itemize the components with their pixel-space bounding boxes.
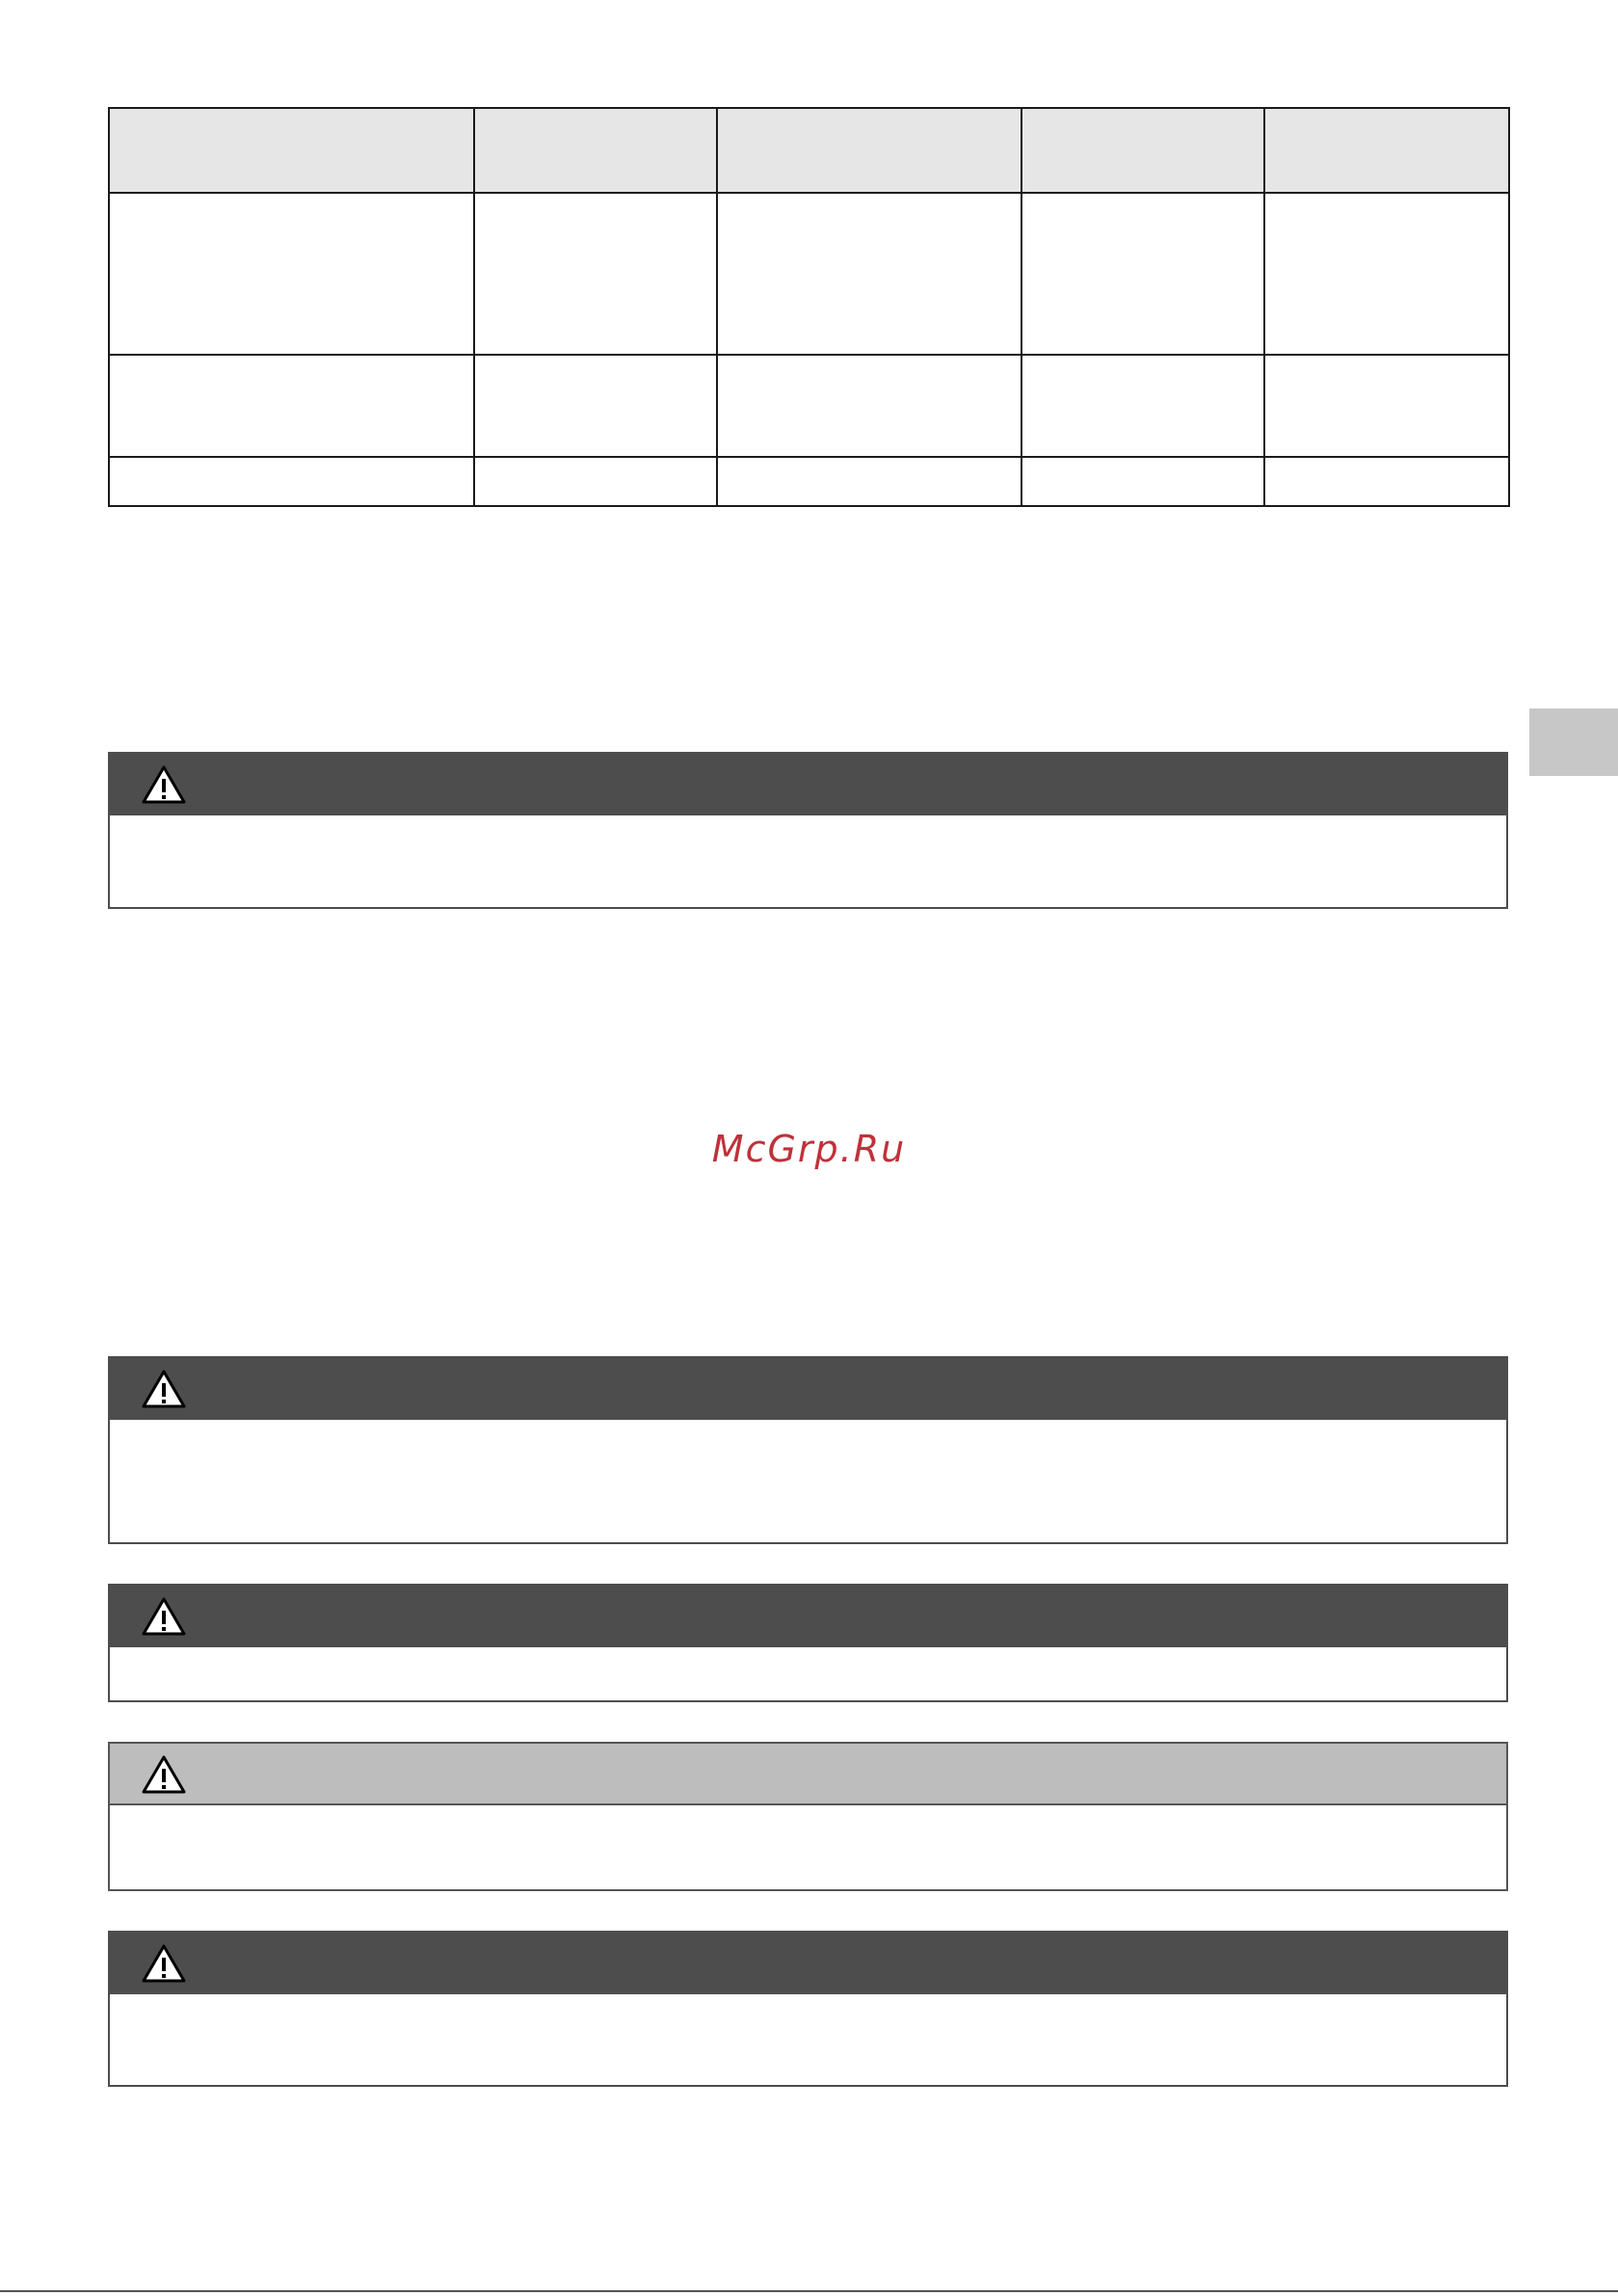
caution-notice (108, 1742, 1508, 1891)
warning-notice-header (110, 754, 1506, 815)
caution-notice-header (110, 1744, 1506, 1805)
table-cell (1264, 355, 1509, 457)
section-tab-marker (1529, 708, 1618, 776)
watermark-text: McGrp.Ru (711, 1128, 907, 1170)
footer-divider (0, 2290, 1618, 2292)
table-header-cell (474, 108, 717, 193)
warning-notice (108, 1356, 1508, 1544)
warning-notice-header (110, 1933, 1506, 1994)
spec-table (108, 107, 1510, 507)
warning-triangle-icon (141, 764, 187, 805)
table-cell (1264, 193, 1509, 355)
table-cell (109, 355, 474, 457)
table-header-cell (717, 108, 1021, 193)
table-row (109, 355, 1509, 457)
table-cell (717, 355, 1021, 457)
table-cell (474, 457, 717, 506)
table-header-row (109, 108, 1509, 193)
table-header-cell (1021, 108, 1264, 193)
warning-notice (108, 1931, 1508, 2087)
table-cell (1021, 355, 1264, 457)
table-cell (1021, 193, 1264, 355)
warning-triangle-icon (141, 1596, 187, 1637)
warning-triangle-icon (141, 1943, 187, 1984)
table-cell (109, 457, 474, 506)
table-row (109, 457, 1509, 506)
warning-notice (108, 752, 1508, 909)
table-cell (717, 193, 1021, 355)
table-cell (474, 193, 717, 355)
table-cell (717, 457, 1021, 506)
warning-triangle-icon (141, 1369, 187, 1409)
table-cell (1264, 457, 1509, 506)
table-cell (474, 355, 717, 457)
warning-triangle-icon (141, 1754, 187, 1795)
table-cell (109, 193, 474, 355)
warning-notice (108, 1584, 1508, 1702)
warning-notice-header (110, 1586, 1506, 1647)
warning-notice-header (110, 1358, 1506, 1420)
table-header-cell (109, 108, 474, 193)
table-header-cell (1264, 108, 1509, 193)
table-row (109, 193, 1509, 355)
table-cell (1021, 457, 1264, 506)
